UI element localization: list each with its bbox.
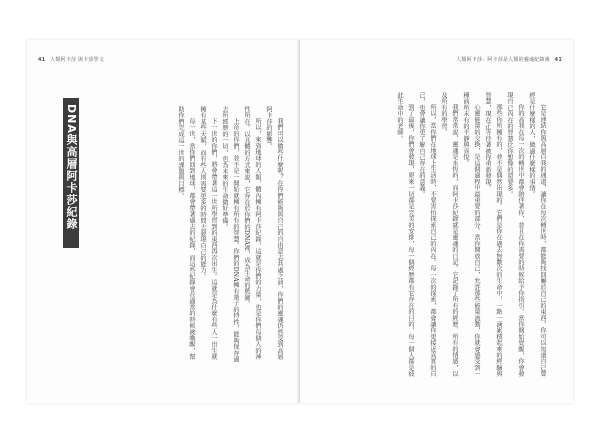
left-running-header [35,56,104,63]
right-running-head-text: 人類阿卡莎：阿卡莎是人類的靈魂紀錄簿 [456,57,550,63]
paragraph: 我們可以做些什麼呢？在你們能夠與自己的自由意志共處之前，你們的靈魂仍然受到高層阿卡莎的影響。 [265,106,283,361]
left-running-head-text: 人類阿卡莎 與卡莎學文 [50,57,104,63]
paragraph: 心靈能量的交換，是這個過程中最重要的部分。當你開放自己，允許那些能量流動，你就會感受到一種前所未有的平靜與喜悅。 [462,92,480,378]
left-page [27,40,300,403]
right-body-text [312,92,548,382]
paragraph: 那些你所擁有的，並不是偶然出現的。它們是你在過去無數次的生命中，一點一滴累積起來的經驗與智慧，現在正等待著被你重新發現。 [484,92,502,378]
paragraph: 它是連結你與高層自我的通道，讓你在每次轉世時，都能夠找回屬於自己的東西。你可以知道自己曾經是什麼樣的人，做過什麼樣的事情。 [528,92,546,378]
right-page [300,40,573,403]
paragraph: 你的高我在每一次的轉世中都會陪伴著你，並且在你需要的時候給予你指引。當你開始覺醒，你會發現自己內在的智慧比你想像的還要多。 [506,92,524,378]
left-body-text [93,106,285,366]
chapter-title: DNA與高層阿卡莎紀錄 [63,98,79,248]
paragraph: 到了最後，你們會發現，原來一切都是完美的安排，每一個經歷都有它存在的目的，每一個人都是彼此生命中的老師。 [396,92,414,378]
right-page-number: 41 [554,57,562,63]
right-running-header [456,56,565,63]
left-page-number: 41 [38,57,46,63]
paragraph: 每一世，當你們回到地球，都會帶著過去的紀錄，而這些紀錄會在適當的時候被喚醒，幫助你們完成這一世的課題與目標。 [177,106,195,361]
paragraph: 我們常常說，靈魂是永恆的，而阿卡莎紀錄就是靈魂的日記。它記錄了所有的經歷、所有的情感，以及所有的學習。 [440,92,458,378]
paragraph: 所以，來到地球的人類，體內擁有阿卡莎紀錄，這就是你們的力量，也是你們每個人的神性所在。以具體的方式來說，它存在於你們的DNA裡，成為生命的藍圖。 [243,106,261,361]
paragraph: 上帝的你們，並不是一開始就擁有所有的智慧。你們的DNA擁有量子的特性，能夠保存過去所經歷的一切，也為未來的生命做好準備。 [221,106,239,363]
paragraph: 所以，當你們在地球上生活時，不要害怕探索自己的內在。每一次的探索，都會讓你更接近真實的自己，也會讓你更了解自己存在的意義。 [418,92,436,378]
book-spread [27,40,573,403]
paragraph: 下一世的你們，將會帶著這一世所學習到的東西再次出生。這就是為什麼有些人一出生就擁有某些天賦，而有些人則需要更多的時間去發現自己的能力。 [199,106,217,361]
